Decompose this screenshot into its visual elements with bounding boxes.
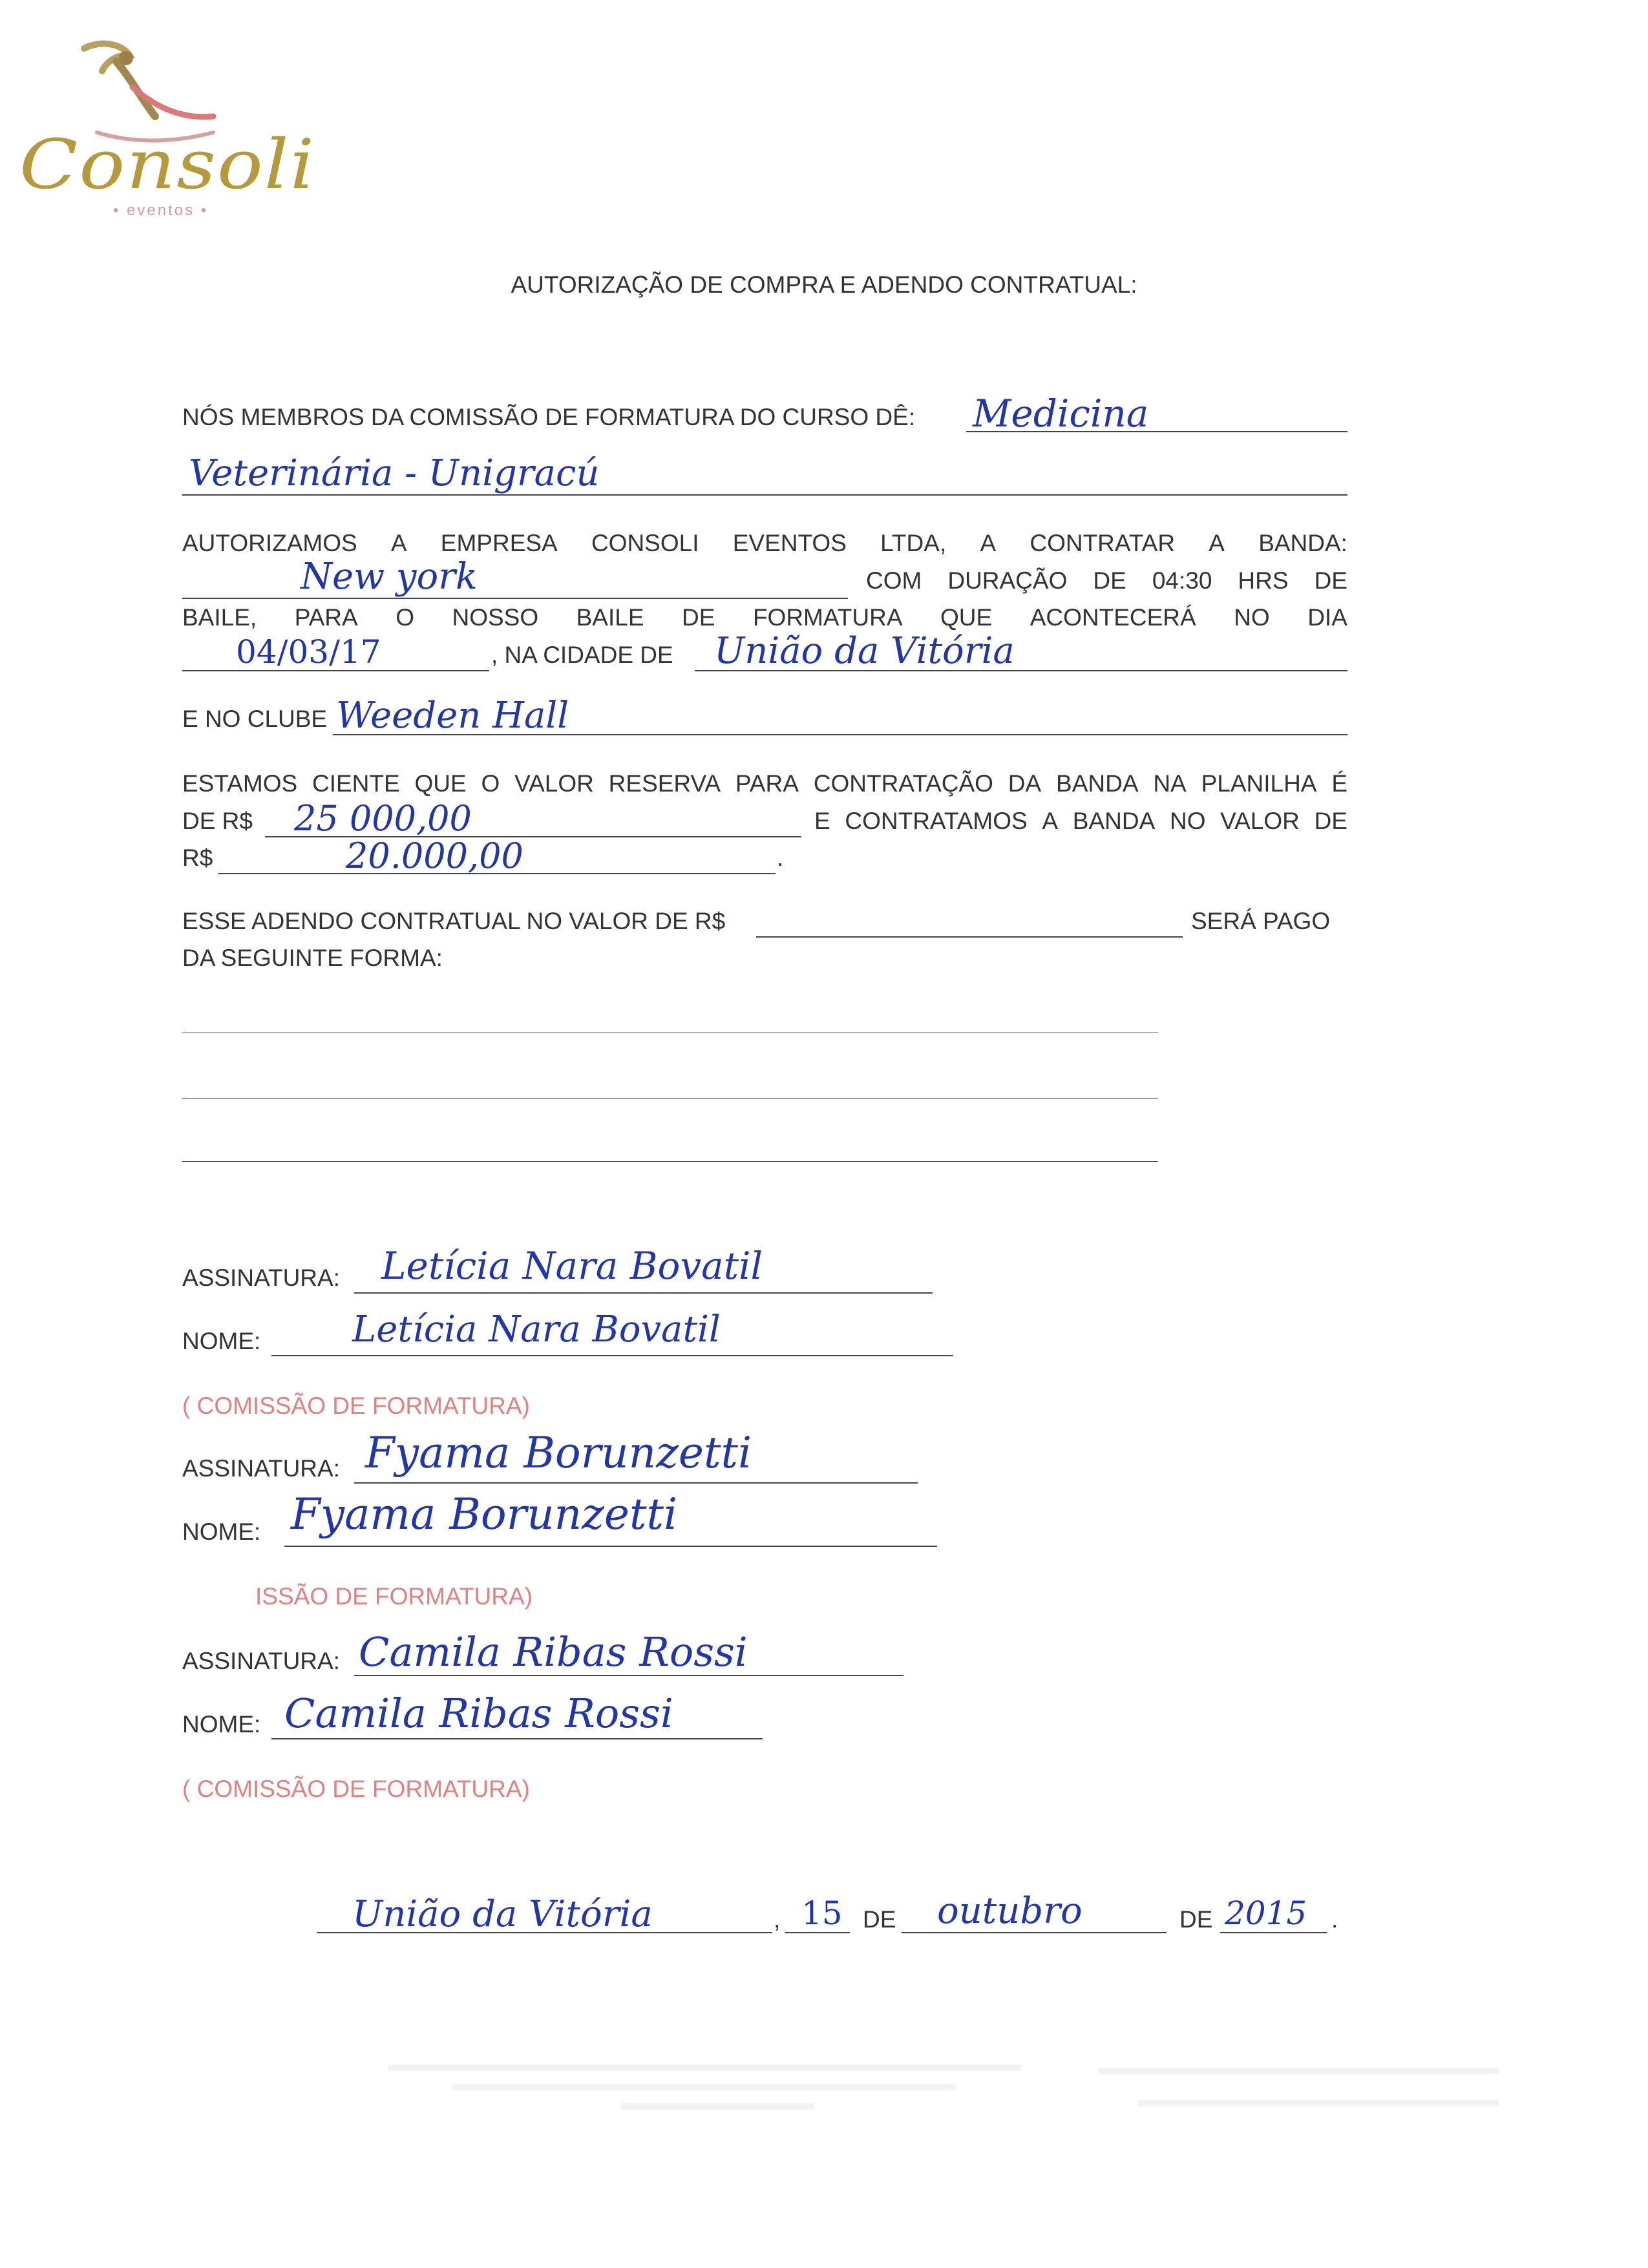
- closing-comma: ,: [774, 1906, 781, 1933]
- p3-l1-w2: QUE: [414, 770, 467, 797]
- sig1-assinatura-label: ASSINATURA:: [182, 1265, 340, 1291]
- sig2-comissao-label: ISSÃO DE FORMATURA): [255, 1583, 533, 1610]
- p3-l1-w5: RESERVA: [608, 770, 721, 797]
- curso-handwritten-2: Veterinária - Unigracú: [189, 452, 600, 494]
- dur-w5: DE: [1314, 567, 1347, 594]
- con-w4: NO: [1169, 808, 1206, 834]
- p2-l1-w3: CONSOLI: [591, 530, 699, 556]
- dur-w3: 04:30: [1152, 567, 1212, 594]
- p2-l1-w0: AUTORIZAMOS: [182, 530, 357, 556]
- p3-l1-w3: O: [481, 770, 500, 797]
- sig2-nome-line: [284, 1546, 937, 1547]
- p3-l1-w4: VALOR: [514, 770, 594, 797]
- logo-wordmark: Consoli: [19, 123, 316, 205]
- p3-l1-w7: CONTRATAÇÃO: [813, 770, 993, 797]
- logo-subtitle: • eventos •: [113, 202, 209, 219]
- sig3-assinatura-label: ASSINATURA:: [182, 1648, 340, 1674]
- footer-faint-line-5: [1137, 2100, 1499, 2106]
- p2-l3-w2: O: [396, 604, 414, 631]
- p2-l1-w5: LTDA,: [880, 530, 947, 556]
- p2-l3-w4: BAILE: [576, 604, 644, 631]
- clube-label: E NO CLUBE: [182, 706, 328, 732]
- sig1-nome-handwritten: Letícia Nara Bovatil: [352, 1308, 721, 1350]
- p2-l3-w7: QUE: [940, 604, 993, 631]
- p2-l3-w8: ACONTECERÁ: [1030, 604, 1196, 631]
- p2-l3-w9: NO: [1234, 604, 1270, 631]
- closing-dia-line: [785, 1932, 850, 1933]
- adendo-label: ESSE ADENDO CONTRATUAL NO VALOR DE R$: [182, 908, 726, 934]
- dur-w4: HRS: [1238, 567, 1289, 594]
- banda-line: [182, 598, 848, 599]
- dur-w1: DURAÇÃO: [947, 567, 1068, 594]
- con-w2: A: [1042, 808, 1059, 834]
- adendo-valor-line: [756, 936, 1183, 938]
- data-baile-handwritten: 04/03/17: [236, 633, 381, 671]
- sig3-assinatura-handwritten: Camila Ribas Rossi: [359, 1628, 748, 1675]
- sig1-comissao-label: ( COMISSÃO DE FORMATURA): [182, 1392, 530, 1419]
- con-w5: VALOR: [1220, 808, 1300, 834]
- p2-l3-w10: DIA: [1307, 604, 1347, 631]
- sig3-nome-label: NOME:: [182, 1711, 261, 1738]
- valor-banda-period: .: [777, 845, 784, 871]
- footer-faint-line-2: [452, 2084, 956, 2090]
- p3-l1-w12: É: [1331, 770, 1347, 797]
- con-w0: E: [814, 808, 830, 834]
- sig2-nome-handwritten: Fyama Borunzetti: [291, 1489, 678, 1539]
- dur-w0: COM: [866, 567, 922, 594]
- sig3-nome-handwritten: Camila Ribas Rossi: [284, 1690, 673, 1737]
- consoli-logo: [19, 36, 316, 223]
- sig2-assinatura-handwritten: Fyama Borunzetti: [365, 1428, 752, 1478]
- document-title: AUTORIZAÇÃO DE COMPRA E ADENDO CONTRATUAL:: [511, 271, 1137, 298]
- footer-faint-line-3: [620, 2103, 814, 2110]
- p2-l1-w2: EMPRESA: [440, 530, 558, 556]
- p2-l1-w4: EVENTOS: [732, 530, 847, 556]
- sera-pago-label: SERÁ PAGO: [1191, 908, 1331, 934]
- p3-l1-w8: DA: [1008, 770, 1042, 797]
- cidade-handwritten: União da Vitória: [714, 630, 1015, 672]
- valor-reserva-handwritten: 25 000,00: [294, 798, 472, 839]
- sig1-nome-line: [271, 1355, 953, 1356]
- con-w6: DE: [1314, 808, 1347, 834]
- closing-period: .: [1331, 1906, 1338, 1933]
- sig1-assinatura-handwritten: Letícia Nara Bovatil: [381, 1244, 763, 1288]
- valor-banda-handwritten: 20.000,00: [346, 835, 523, 876]
- rs-label: R$: [182, 845, 213, 871]
- p2-l1-w8: A: [1209, 530, 1225, 556]
- p3-l1-w10: NA: [1153, 770, 1187, 797]
- footer-faint-line-4: [1099, 2068, 1499, 2074]
- banda-handwritten: New york: [301, 556, 478, 598]
- de-rs-label: DE R$: [182, 808, 253, 834]
- curso-handwritten-1: Medicina: [973, 392, 1149, 436]
- p2-l3-w3: NOSSO: [452, 604, 539, 631]
- closing-ano-handwritten: 2015: [1225, 1895, 1307, 1932]
- p2-l1-w9: BANDA:: [1258, 530, 1347, 556]
- p2-l3-w5: DE: [682, 604, 715, 631]
- closing-mes-handwritten: outubro: [937, 1890, 1083, 1932]
- forma-line-3: [182, 1161, 1158, 1162]
- p3-l1-w11: PLANILHA: [1201, 770, 1317, 797]
- con-w1: CONTRATAMOS: [845, 808, 1028, 834]
- forma-line-2: [182, 1098, 1158, 1099]
- p2-l1-w7: CONTRATAR: [1030, 530, 1176, 556]
- sig1-nome-label: NOME:: [182, 1328, 261, 1354]
- closing-de-1: DE: [863, 1906, 896, 1933]
- p3-l1-w9: BANDA: [1056, 770, 1139, 797]
- sig3-comissao-label: ( COMISSÃO DE FORMATURA): [182, 1776, 530, 1802]
- sig2-nome-label: NOME:: [182, 1518, 261, 1545]
- closing-de-2: DE: [1179, 1906, 1213, 1933]
- footer-faint-line-1: [388, 2064, 1021, 2071]
- p2-l3-w1: PARA: [294, 604, 358, 631]
- sig1-assinatura-line: [354, 1292, 933, 1294]
- p3-l1-w6: PARA: [735, 770, 799, 797]
- clube-handwritten: Weeden Hall: [336, 695, 569, 737]
- cidade-label: , NA CIDADE DE: [491, 642, 673, 668]
- closing-mes-line: [902, 1932, 1167, 1933]
- p2-l1-w1: A: [390, 530, 407, 556]
- closing-dia-handwritten: 15: [801, 1895, 843, 1932]
- seguinte-forma-label: DA SEGUINTE FORMA:: [182, 945, 443, 971]
- p2-l3-w0: BAILE,: [182, 604, 257, 631]
- closing-ano-line: [1220, 1932, 1327, 1933]
- sig3-nome-line: [271, 1738, 763, 1739]
- p2-l1-w6: A: [980, 530, 997, 556]
- p1-text: NÓS MEMBROS DA COMISSÃO DE FORMATURA DO CURSO DÊ:: [182, 404, 916, 430]
- con-w3: BANDA: [1072, 808, 1156, 834]
- dur-w2: DE: [1093, 567, 1126, 594]
- curso-line-2: [182, 494, 1347, 496]
- closing-cidade-handwritten: União da Vitória: [352, 1893, 653, 1935]
- p2-l3-w6: FORMATURA: [752, 604, 903, 631]
- duracao-text: [866, 567, 1347, 600]
- p3-l1-w1: CIENTE: [312, 770, 400, 797]
- sig2-assinatura-label: ASSINATURA:: [182, 1455, 340, 1482]
- contratamos-text: [814, 808, 1347, 840]
- sig2-assinatura-line: [354, 1482, 918, 1484]
- p3-l1-w0: ESTAMOS: [182, 770, 298, 797]
